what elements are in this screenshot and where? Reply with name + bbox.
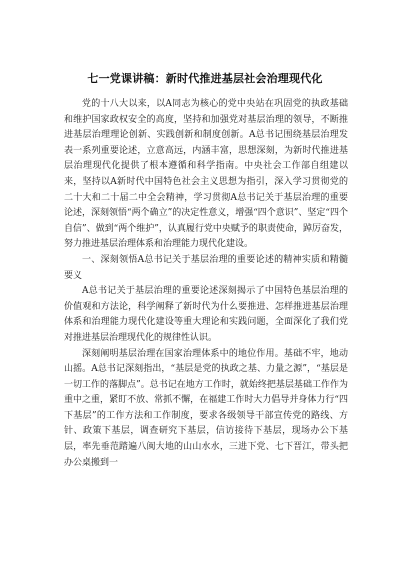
document-title: 七一党课讲稿：新时代推进基层社会治理现代化	[87, 72, 323, 85]
section-heading: 一、深刻领悟A总书记关于基层治理的重要论述的精神实质和精髓要义	[64, 254, 348, 281]
paragraph-intro: 党的十八大以来，以A同志为核心的党中央站在巩固党的执政基础和维护国家政权安全的高度，坚持和加强党对基层治理的领导，不断推进基层治理理论创新、实践创新和制度创新。A总书记围绕基层治理发表一系列重要论述，立意高远，内涵丰富，思想深刻，为新时代推进基层治理现代化提供了根本遵循和科学指南。中央社会工作部自组建以来，坚持以A新时代中国特色社会主义思想为指引，深入学习贯彻党的二十大和二十届二中全会精神，学习贯彻A总书记关于基层治理的重要论述，深刻领悟“两个确立”的决定性意义，增强“四个意识”、坚定“四个自信”、做到“两个维护”，认真履行党中央赋予的职责使命，踔厉奋发，努力推进基层治理体系和治理能力现代化建设。	[64, 99, 349, 250]
paragraph-summary: A总书记关于基层治理的重要论述深刻揭示了中国特色基层治理的价值观和方法论，科学阐释了新时代为什么要推进、怎样推进基层治理体系和治理能力现代化建设等重大理论和实践问题，全面深化了我们党对推进基层治理现代化的规律性认识。	[64, 286, 348, 343]
paragraph-status: 深刻阐明基层治理在国家治理体系中的地位作用。基础不牢，地动山摇。A总书记深刻指出，“基层是党的执政之基、力量之源”，“基层是一切工作的落脚点”。总书记在地方工作时，就始终把基层基础工作作为重中之重，紧盯不放、常抓不懈，在福建工作时大力倡导并身体力行“四下基层”的工作方法和工作制度，要求各级领导干部宣传党的路线、方针、政策下基层，调查研究下基层，信访接待下基层，现场办公下基层，率先垂范踏遍八闽大地的山山水水，三进下党、七下晋江，带头把办公桌搬到一	[64, 348, 348, 468]
document-body	[64, 97, 348, 471]
